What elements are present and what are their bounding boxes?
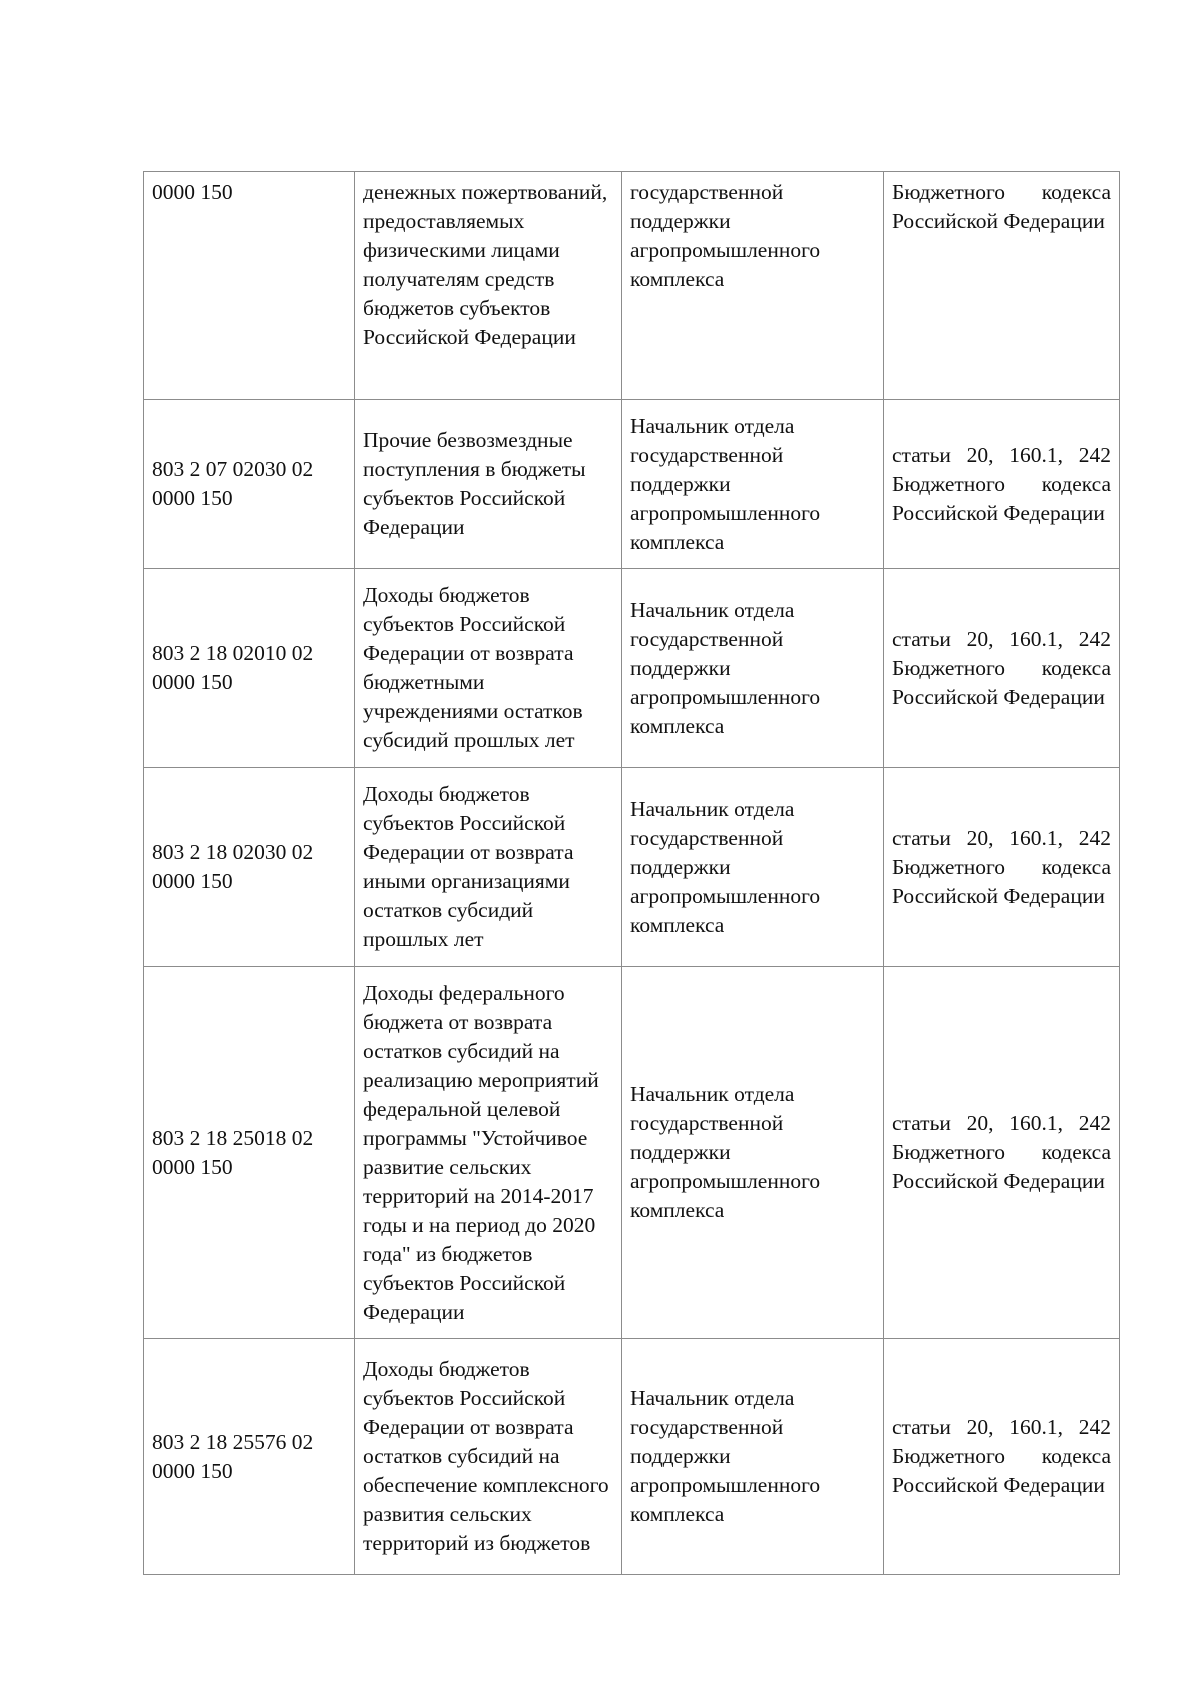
revenue-name: Доходы бюджетов субъектов Российской Федерации от возврата иными организациями остатков субсидий прошлых лет: [363, 782, 574, 951]
legal-basis-cell: [884, 967, 1120, 1339]
responsible-official: государственной поддержки агропромышленного комплекса: [630, 180, 821, 291]
legal-basis-cell: [884, 172, 1120, 400]
revenue-name-cell: [355, 569, 622, 768]
revenue-name: денежных пожертвований, предоставляемых физическими лицами получателям средств бюджетов субъектов Российской Федерации: [363, 180, 608, 349]
revenue-name-cell: [355, 967, 622, 1339]
legal-basis: статьи 20, 160.1, 242 Бюджетного кодекса Российской Федерации: [892, 1111, 1111, 1193]
table-row: [144, 400, 1120, 569]
responsible-official: Начальник отдела государственной поддержки агропромышленного комплекса: [630, 1082, 821, 1222]
revenue-code-cell: [144, 400, 355, 569]
responsible-official: Начальник отдела государственной поддержки агропромышленного комплекса: [630, 413, 821, 554]
legal-basis: статьи 20, 160.1, 242 Бюджетного кодекса Российской Федерации: [892, 626, 1111, 709]
revenue-code-cell: [144, 967, 355, 1339]
responsible-official: Начальник отдела государственной поддержки агропромышленного комплекса: [630, 796, 821, 937]
revenue-name-cell: [355, 768, 622, 967]
revenue-name: Прочие безвозмездные поступления в бюджеты субъектов Российской Федерации: [363, 428, 586, 539]
legal-basis: статьи 20, 160.1, 242 Бюджетного кодекса Российской Федерации: [892, 825, 1111, 908]
revenue-name-cell: [355, 172, 622, 400]
legal-basis-cell: [884, 768, 1120, 967]
legal-basis-cell: [884, 1339, 1120, 1575]
revenue-code-cell: [144, 172, 355, 400]
table-row: [144, 967, 1120, 1339]
revenue-name-cell: [355, 400, 622, 569]
legal-basis: Бюджетного кодекса Российской Федерации: [892, 180, 1111, 233]
revenue-code: 803 2 18 25018 02 0000 150: [152, 1125, 314, 1179]
legal-basis: статьи 20, 160.1, 242 Бюджетного кодекса Российской Федерации: [892, 442, 1111, 525]
revenue-codes-table: [143, 171, 1120, 1575]
table-row: [144, 172, 1120, 400]
revenue-name: Доходы бюджетов субъектов Российской Федерации от возврата бюджетными учреждениями остатков субсидий прошлых лет: [363, 583, 583, 752]
revenue-code-cell: [144, 569, 355, 768]
responsible-official: Начальник отдела государственной поддержки агропромышленного комплекса: [630, 597, 821, 738]
revenue-name: Доходы федерального бюджета от возврата остатков субсидий на реализацию мероприятий федеральной целевой программы "Устойчивое развитие сельских территорий на 2014-2017 годы и на период до 2020 года" из бюджетов субъектов Российской Федерации: [363, 980, 599, 1324]
revenue-code-cell: [144, 768, 355, 967]
revenue-code: 803 2 07 02030 02 0000 150: [152, 457, 314, 510]
legal-basis-cell: [884, 400, 1120, 569]
responsible-cell: [622, 967, 884, 1339]
revenue-code: 803 2 18 02010 02 0000 150: [152, 641, 314, 694]
revenue-name-cell: [355, 1339, 622, 1575]
table-row: [144, 768, 1120, 967]
table-row: [144, 569, 1120, 768]
responsible-cell: [622, 1339, 884, 1575]
responsible-official: Начальник отдела государственной поддержки агропромышленного комплекса: [630, 1386, 821, 1526]
revenue-name: Доходы бюджетов субъектов Российской Федерации от возврата остатков субсидий на обеспечение комплексного развития сельских территорий из бюджетов: [363, 1357, 609, 1555]
revenue-code: 0000 150: [152, 180, 233, 204]
responsible-cell: [622, 172, 884, 400]
revenue-code: 803 2 18 02030 02 0000 150: [152, 840, 314, 893]
responsible-cell: [622, 569, 884, 768]
revenue-code-cell: [144, 1339, 355, 1575]
revenue-code: 803 2 18 25576 02 0000 150: [152, 1429, 314, 1483]
table-row: [144, 1339, 1120, 1575]
legal-basis-cell: [884, 569, 1120, 768]
legal-basis: статьи 20, 160.1, 242 Бюджетного кодекса Российской Федерации: [892, 1415, 1111, 1497]
responsible-cell: [622, 768, 884, 967]
responsible-cell: [622, 400, 884, 569]
